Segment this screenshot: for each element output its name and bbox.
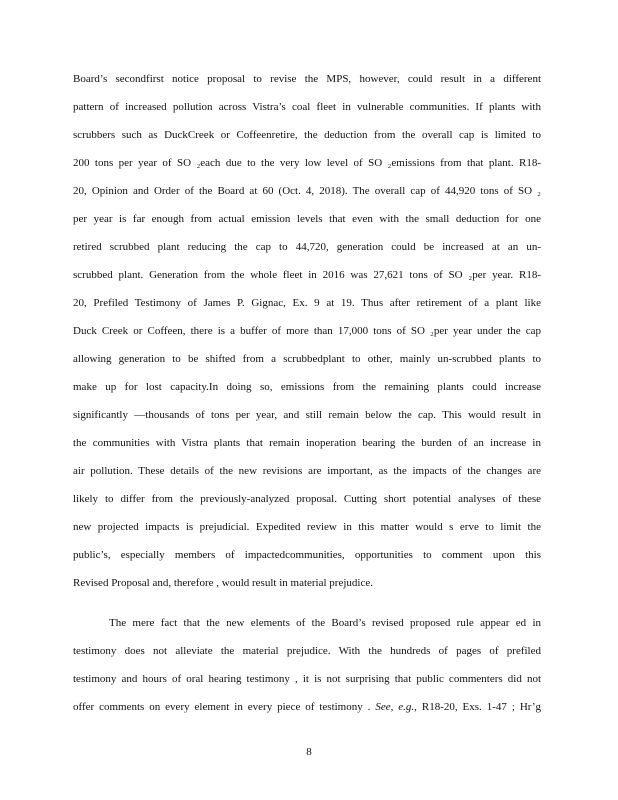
text-segment: offer comments on every element in every piece of testimony . (73, 701, 371, 713)
text-line: Duck Creek or Coffeen, there is a buffer of more than 17,000 tons of SO ₂per year under the cap (73, 325, 541, 337)
text-line: scrubbers such as DuckCreek or Coffeenretire, the deduction from the overall cap is limited to (73, 129, 541, 141)
text-line: Board’s secondfirst notice proposal to revise the MPS, however, could result in a different (73, 73, 541, 85)
text-line: significantly —thousands of tons per year, and still remain below the cap. This would result in (73, 409, 541, 421)
text-line: retired scrubbed plant reducing the cap to 44,720, generation could be increased at an un- (73, 241, 541, 253)
text-line: testimony does not alleviate the material prejudice. With the hundreds of pages of prefiled (73, 645, 541, 657)
text-line: per year is far enough from actual emission levels that even with the small deduction for one (73, 213, 541, 225)
text-line: 20, Prefiled Testimony of James P. Gignac, Ex. 9 at 19. Thus after retirement of a plant like (73, 297, 541, 309)
text-line: allowing generation to be shifted from a scrubbedplant to other, mainly un-scrubbed plants to (73, 353, 541, 365)
text-line: public’s, especially members of impactedcommunities, opportunities to comment upon this (73, 549, 541, 561)
text-line: likely to differ from the previously-analyzed proposal. Cutting short potential analyses of these (73, 493, 541, 505)
text-line (73, 700, 541, 714)
text-line: scrubbed plant. Generation from the whole fleet in 2016 was 27,621 tons of SO ₂per year. R18- (73, 269, 541, 281)
text-line: 200 tons per year of SO ₂each due to the very low level of SO ₂emissions from that plant. R18- (73, 157, 541, 169)
text-line: make up for lost capacity.In doing so, emissions from the remaining plants could increase (73, 381, 541, 393)
text-line: air pollution. These details of the new revisions are important, as the impacts of the changes are (73, 465, 541, 477)
text-line: The mere fact that the new elements of the Board’s revised proposed rule appear ed in (109, 617, 541, 629)
text-line: the communities with Vistra plants that remain inoperation bearing the burden of an increase in (73, 437, 541, 449)
citation-signal: See, e.g., (375, 701, 417, 713)
text-segment: R18-20, Exs. 1-47 ; Hr’g (421, 701, 541, 713)
text-line: pattern of increased pollution across Vistra’s coal fleet in vulnerable communities. If plants with (73, 101, 541, 113)
page-number: 8 (306, 746, 312, 758)
text-line: 20, Opinion and Order of the Board at 60 (Oct. 4, 2018). The overall cap of 44,920 tons of SO ₂ (73, 185, 541, 197)
text-line: Revised Proposal and, therefore , would result in material prejudice. (73, 577, 373, 589)
text-line: testimony and hours of oral hearing testimony , it is not surprising that public commenters did not (73, 673, 541, 685)
text-line: new projected impacts is prejudicial. Expedited review in this matter would s erve to limit the (73, 521, 541, 533)
